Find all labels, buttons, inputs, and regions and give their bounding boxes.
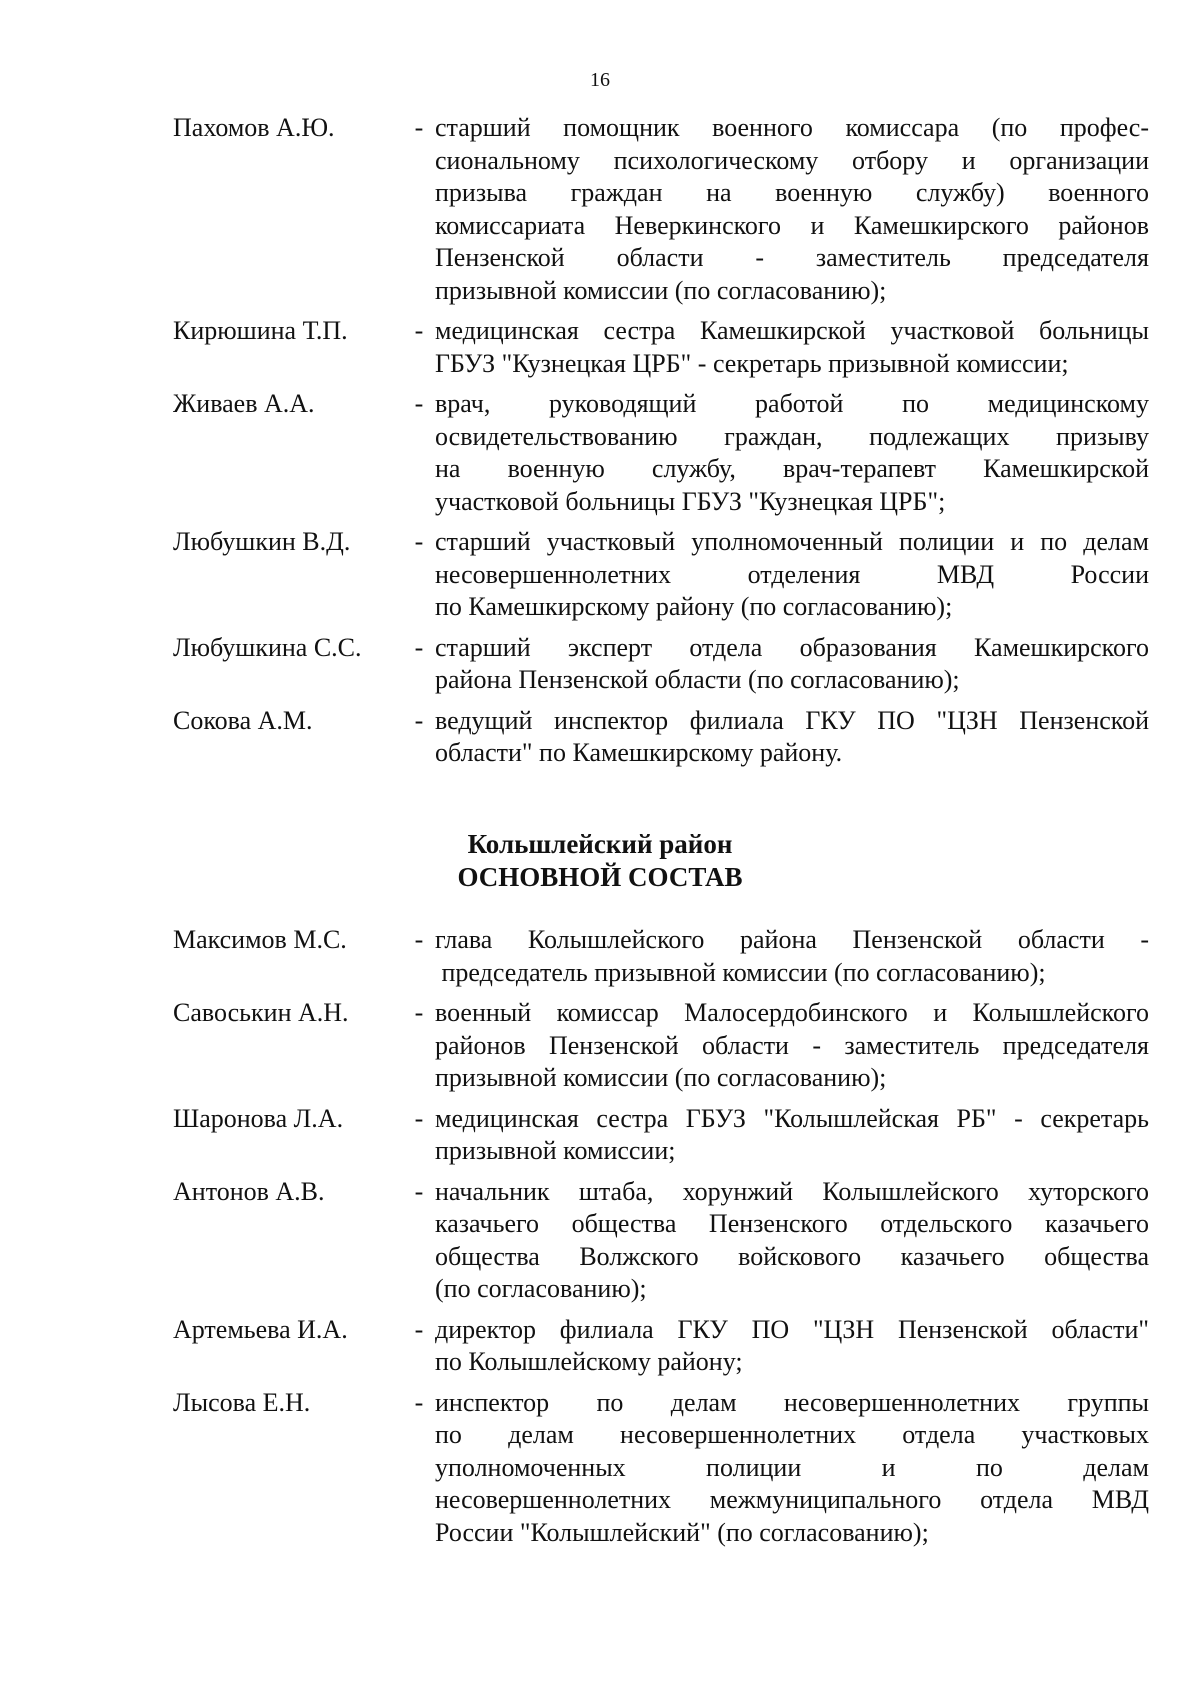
description-line: несовершеннолетних межмуниципального отдела МВД bbox=[435, 1485, 1149, 1514]
list-item bbox=[173, 112, 1149, 307]
member-name: Артемьева И.А. bbox=[173, 1314, 348, 1344]
member-name: Любушкина С.С. bbox=[173, 632, 362, 662]
dash: - bbox=[414, 316, 424, 345]
dash: - bbox=[414, 113, 424, 142]
list-item bbox=[173, 1387, 1149, 1550]
description-line: призывной комиссии; bbox=[435, 1136, 676, 1165]
dash: - bbox=[414, 1387, 424, 1417]
member-name: Кирюшина Т.П. bbox=[173, 316, 348, 345]
dash: - bbox=[414, 998, 424, 1027]
page-number: 16 bbox=[590, 69, 610, 91]
description-line: казачьего общества Пензенского отдельского казачьего bbox=[435, 1209, 1149, 1238]
member-description bbox=[435, 1103, 1149, 1168]
dash: - bbox=[414, 1176, 424, 1206]
member-name: Антонов А.В. bbox=[173, 1176, 325, 1206]
description-line: призывной комиссии (по согласованию); bbox=[435, 275, 887, 305]
member-description bbox=[435, 997, 1149, 1095]
description-line: военный комиссар Малосердобинского и Колышлейского bbox=[435, 998, 1149, 1027]
description-line: ГБУЗ "Кузнецкая ЦРБ" - секретарь призывной комиссии; bbox=[435, 348, 1069, 378]
member-description bbox=[435, 924, 1149, 989]
member-description bbox=[435, 705, 1149, 770]
description-line: ведущий инспектор филиала ГКУ ПО "ЦЗН Пензенской bbox=[435, 705, 1149, 735]
member-description bbox=[435, 1314, 1149, 1379]
description-line: призыва граждан на военную службу) военного bbox=[435, 178, 1149, 207]
description-line: старший эксперт отдела образования Камешкирского bbox=[435, 632, 1149, 662]
description-line: старший участковый уполномоченный полиции и по делам bbox=[435, 527, 1149, 556]
dash: - bbox=[414, 705, 424, 735]
dash: - bbox=[414, 632, 424, 662]
list-item bbox=[173, 997, 1149, 1095]
description-line: старший помощник военного комиссара (по профес- bbox=[435, 113, 1149, 142]
member-name: Шаронова Л.А. bbox=[173, 1103, 344, 1133]
description-line: общества Волжского войскового казачьего общества bbox=[435, 1241, 1149, 1271]
member-name: Сокова А.М. bbox=[173, 705, 313, 735]
description-line: уполномоченных полиции и по делам bbox=[435, 1452, 1149, 1482]
description-line: несовершеннолетних отделения МВД России bbox=[435, 559, 1149, 589]
description-line: района Пензенской области (по согласованию); bbox=[435, 665, 960, 694]
description-line: по Колышлейскому району; bbox=[435, 1347, 743, 1376]
list-item bbox=[173, 924, 1149, 989]
description-line: сиональному психологическому отбору и организации bbox=[435, 145, 1149, 175]
list-item bbox=[173, 632, 1149, 697]
list-item bbox=[173, 388, 1149, 518]
member-description bbox=[435, 526, 1149, 624]
member-name: Максимов М.С. bbox=[173, 925, 347, 954]
dash: - bbox=[414, 925, 424, 954]
description-line: начальник штаба, хорунжий Колышлейского хуторского bbox=[435, 1176, 1149, 1206]
member-list-section-1 bbox=[173, 112, 1149, 778]
list-item bbox=[173, 1103, 1149, 1168]
dash: - bbox=[414, 1314, 424, 1344]
description-line: (по согласованию); bbox=[435, 1274, 647, 1303]
member-description bbox=[435, 1387, 1149, 1550]
description-line: участковой больницы ГБУЗ "Кузнецкая ЦРБ"; bbox=[435, 486, 946, 516]
district-title: Кольшлейский район bbox=[467, 829, 733, 859]
description-line: директор филиала ГКУ ПО "ЦЗН Пензенской области" bbox=[435, 1314, 1149, 1344]
description-line: медицинская сестра Камешкирской участковой больницы bbox=[435, 316, 1149, 345]
member-description bbox=[435, 112, 1149, 307]
list-item bbox=[173, 1314, 1149, 1379]
dash: - bbox=[414, 1103, 424, 1133]
description-line: на военную службу, врач-терапевт Камешкирской bbox=[435, 454, 1149, 483]
description-line: инспектор по делам несовершеннолетних группы bbox=[435, 1387, 1149, 1417]
member-name: Пахомов А.Ю. bbox=[173, 113, 335, 142]
list-item bbox=[173, 526, 1149, 624]
description-line: медицинская сестра ГБУЗ "Колышлейская РБ" - секретарь bbox=[435, 1103, 1149, 1133]
description-line: врач, руководящий работой по медицинскому bbox=[435, 389, 1149, 418]
description-line: освидетельствованию граждан, подлежащих призыву bbox=[435, 421, 1149, 451]
description-line: председатель призывной комиссии (по согласованию); bbox=[435, 957, 1046, 987]
section-heading bbox=[0, 828, 1200, 894]
member-description bbox=[435, 388, 1149, 518]
description-line: области" по Камешкирскому району. bbox=[435, 738, 843, 767]
description-line: по делам несовершеннолетних отдела участковых bbox=[435, 1420, 1149, 1449]
member-name: Савоськин А.Н. bbox=[173, 998, 349, 1027]
member-description bbox=[435, 315, 1149, 380]
composition-subtitle: ОСНОВНОЙ СОСТАВ bbox=[457, 862, 743, 892]
list-item bbox=[173, 315, 1149, 380]
member-name: Любушкин В.Д. bbox=[173, 527, 351, 556]
member-name: Лысова Е.Н. bbox=[173, 1387, 311, 1417]
member-description bbox=[435, 1176, 1149, 1306]
list-item bbox=[173, 1176, 1149, 1306]
description-line: Пензенской области - заместитель председателя bbox=[435, 243, 1149, 272]
description-line: по Камешкирскому району (по согласованию); bbox=[435, 592, 953, 621]
description-line: районов Пензенской области - заместитель председателя bbox=[435, 1030, 1149, 1060]
dash: - bbox=[414, 389, 424, 418]
member-name: Живаев А.А. bbox=[173, 389, 315, 418]
list-item bbox=[173, 705, 1149, 770]
description-line: глава Колышлейского района Пензенской области - bbox=[435, 925, 1149, 954]
description-line: России "Колышлейский" (по согласованию); bbox=[435, 1517, 929, 1547]
description-line: призывной комиссии (по согласованию); bbox=[435, 1063, 887, 1092]
member-list-section-2 bbox=[173, 924, 1149, 1557]
description-line: комиссариата Неверкинского и Камешкирского районов bbox=[435, 210, 1149, 240]
member-description bbox=[435, 632, 1149, 697]
dash: - bbox=[414, 527, 424, 556]
